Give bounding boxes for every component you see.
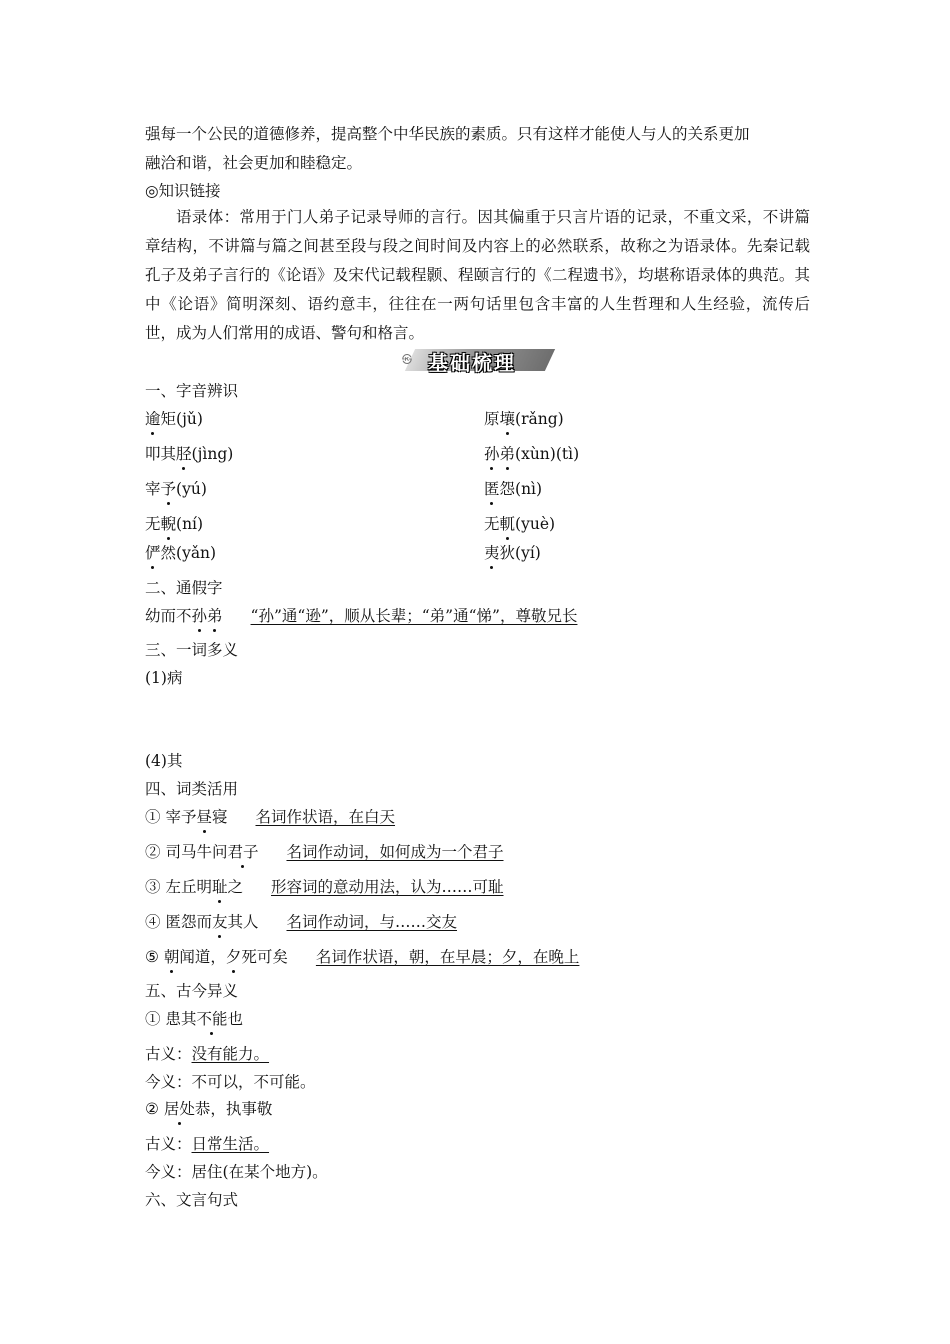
pron-item: 无輗(ní): [145, 515, 204, 533]
pron-item: 原壤(rǎng): [484, 410, 564, 428]
pron-item: 叩其胫(jìng): [145, 445, 234, 463]
banner-mark-icon: ㉿: [402, 355, 412, 366]
pron-item: 夷狄(yí): [484, 544, 541, 562]
section-6-heading: 六、文言句式: [145, 1191, 239, 1209]
usage-item: ② 司马牛问君子 名词作动词，如何成为一个君子: [145, 843, 504, 861]
meaning-example-2: ② 居处恭，执事敬: [145, 1100, 273, 1118]
pron-item: 孙弟(xùn)(tì): [484, 445, 580, 463]
modern-meaning-1: 今义：不可以，不可能。: [145, 1073, 316, 1091]
usage-item: ④ 匿怨而友其人 名词作动词，与……交友: [145, 913, 458, 931]
polysemy-item-4: (4)其: [145, 752, 183, 770]
section-3-heading: 三、一词多义: [145, 641, 239, 659]
knowledge-link-heading: ◎知识链接: [145, 182, 221, 200]
ancient-meaning-2: 古义：日常生活。: [145, 1135, 270, 1153]
pron-item: 逾矩(jǔ): [145, 410, 203, 428]
pron-item: 无軏(yuè): [484, 515, 556, 533]
usage-item: ① 宰予昼寝 名词作状语，在白天: [145, 808, 396, 826]
pron-item: 俨然(yǎn): [145, 544, 217, 562]
section-1-heading: 一、字音辨识: [145, 382, 239, 400]
usage-item: ③ 左丘明耻之 形容词的意动用法，认为……可耻: [145, 878, 504, 896]
yulu-paragraph: 语录体：常用于门人弟子记录导师的言行。因其偏重于只言片语的记录，不重文采，不讲篇章结构，不讲篇与篇之间甚至段与段之间时间及内容上的必然联系，故称之为语录体。先秦记载孔子及弟子言行的《论语》及宋代记载程颢、程颐言行的《二程遗书》，均堪称语录体的典范。其中《论语》简明深刻、语约意丰，往往在一两句话里包含丰富的人生哲理和人生经验，流传后世，成为人们常用的成语、警句和格言。: [145, 208, 810, 342]
modern-meaning-2: 今义：居住(在某个地方)。: [145, 1163, 328, 1181]
intro-line-1: 强每一个公民的道德修养，提高整个中华民族的素质。只有这样才能使人与人的关系更加: [145, 125, 750, 143]
section-5-heading: 五、古今异义: [145, 982, 239, 1000]
polysemy-item-1: (1)病: [145, 669, 183, 687]
banner-title: 基础梳理: [428, 351, 516, 375]
tongjia-answer: “孙”通“逊”，顺从长辈；“弟”通“悌”，尊敬兄长: [250, 607, 578, 625]
pron-item: 宰予(yú): [145, 480, 207, 498]
pron-item: 匿怨(nì): [484, 480, 543, 498]
section-4-heading: 四、词类活用: [145, 780, 239, 798]
tongjia-item: 幼而不孙弟 “孙”通“逊”，顺从长辈；“弟”通“悌”，尊敬兄长: [145, 607, 578, 625]
section-2-heading: 二、通假字: [145, 579, 223, 597]
usage-item: ⑤ 朝闻道，夕死可矣 名词作状语，朝，在早晨；夕，在晚上: [145, 948, 580, 966]
section-banner: [402, 345, 552, 375]
ancient-meaning-1: 古义：没有能力。: [145, 1045, 270, 1063]
meaning-example-1: ① 患其不能也: [145, 1010, 243, 1028]
intro-line-2: 融洽和谐，社会更加和睦稳定。: [145, 154, 363, 172]
